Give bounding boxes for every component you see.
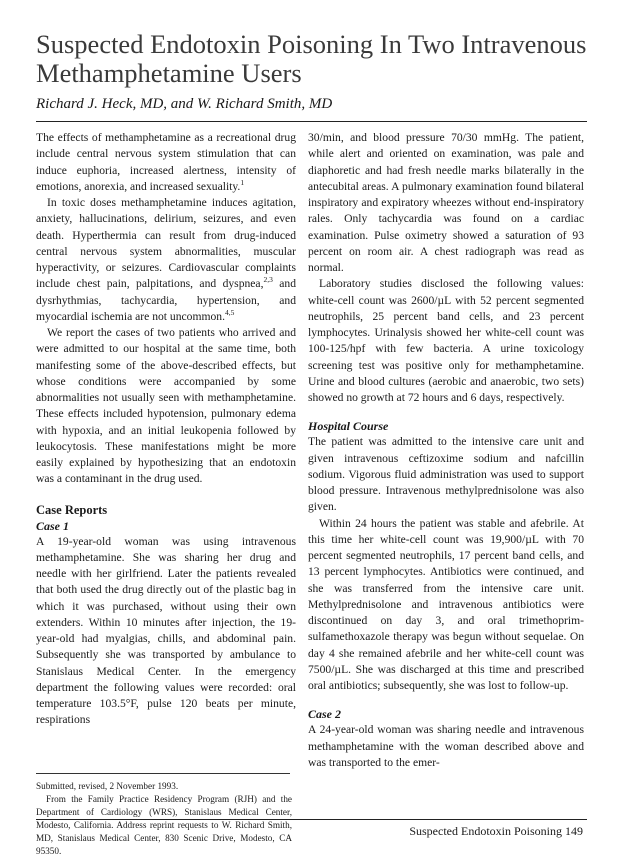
article-title: [36, 30, 596, 88]
hospital-course-paragraph-2: Within 24 hours the patient was stable and afebrile. At this time her white-cell count was 19,900/µL with 70 percent segmented neutrophils, 17 percent band cells, and 13 percent lymphocytes. Antibiotics were continued, and she was transferred from the intensive care unit. Methylprednisolone and intravenous antibiotics were discontinued on day 3, and oral trimethoprim-sulfamethoxazole therapy was begun without sequelae. On day 4 she remained afebrile and her white-cell count was 7500/µL. She was discharged at this time and prescribed oral antibiotics; subsequently, she was lost to follow-up.: [308, 516, 584, 692]
footnote-submitted: Submitted, revised, 2 November 1993.: [36, 781, 179, 791]
intro-paragraph-2-text: In toxic doses methamphetamine induces agitation, anxiety, hallucinations, delirium, seizures, and even death. Hyperthermia can result from drug-induced central nervous system abnormalities, muscular hyperactivity, or seizures. Cardiovascular complaints include chest pain, palpitations, and dyspnea,: [36, 196, 296, 291]
footnote-affiliation: From the Family Practice Residency Program (RJH) and the Department of Cardiology (WRS), Stanislaus Medical Center, Modesto, California. Address reprint requests to W. Richard Smith, MD, Stanislaus Medical Center, 830 Scenic Drive, Modesto, CA 95350.: [36, 794, 292, 856]
section-heading-case-reports: Case Reports: [36, 502, 108, 517]
intro-paragraph-2-text-cont: and dysrhythmias, tachycardia, hypertension, and myocardial ischemia are not uncommon.: [36, 277, 297, 323]
reference-superscript: 1: [240, 177, 245, 187]
hospital-course-heading: Hospital Course: [308, 419, 389, 434]
footnote-rule: [36, 773, 290, 774]
lab-studies-paragraph: Laboratory studies disclosed the following values: white-cell count was 2600/µL with 52 percent segmented neutrophils, 25 percent band cells, and 23 percent lymphocytes. Urinalysis showed her white-cell count was 100-125/hpf with few bacteria. A urine toxicology screening test was positive only for methamphetamine. Urine and blood cultures (aerobic and anaerobic, two sets) showed no growth at 72 hours and 6 days, respectively.: [308, 277, 584, 404]
title-line-1: Suspected Endotoxin Poisoning In Two Intravenous: [36, 29, 587, 59]
case-1-heading: Case 1: [36, 518, 69, 533]
case-1-paragraph: A 19-year-old woman was using intravenous methamphetamine. She was sharing her drug and needle with her girlfriend. Later the patients revealed that both used the drug directly out of the plastic bag in which it was purchased, without using their own extenders. Within 10 minutes after injection, the 19-year-old had myalgias, chills, and abdominal pain. Subsequently she was transported by ambulance to Stanislaus Medical Center. In the emergency department the following values were recorded: oral temperature 103.5°F, pulse 120 beats per minute, respirations: [36, 534, 296, 727]
hospital-course-paragraph-1: The patient was admitted to the intensive care unit and given intravenous ceftizoxime sodium and nafcillin sodium. Vigorous fluid administration was used to support blood pressure. Intravenous methylprednisolone was also given.: [308, 435, 584, 514]
case-2-heading: Case 2: [308, 707, 341, 722]
reference-superscript: 2,3: [263, 275, 273, 285]
footer-rule: [36, 819, 587, 820]
intro-paragraph-1-text: The effects of methamphetamine as a recreational drug include central nervous system stimulation that can induce euphoria, increased alertness, intensity of emotions, anorexia, and increased sexuality.: [36, 131, 296, 193]
intro-paragraph-1: [36, 130, 296, 195]
intro-paragraph-3: We report the cases of two patients who arrived and were admitted to our hospital at the same time, both manifesting some of the above-described effects, but whose conditions were accompanied by some abnormalities not usually seen with methamphetamine. These effects included hypotension, pulmonary edema with hypoxia, and an initial leukopenia followed by leukocytosis. These manifestations might be more easily explained by hypothesizing that an endotoxin was a contaminant in the drug used.: [36, 326, 296, 486]
right-column: [308, 130, 584, 771]
header-rule: [36, 121, 587, 122]
intro-paragraph-2: [36, 195, 296, 325]
case-1-continued-paragraph: 30/min, and blood pressure 70/30 mmHg. The patient, while alert and oriented on examination, was pale and diaphoretic and had fresh needle marks bilaterally in the antecubital areas. A pulmonary examination found bilateral inspiratory and expiratory wheezes without end-inspiratory rales. Only tachycardia was found on a cardiac examination. Pulse oximetry showed a saturation of 93 percent on room air. A chest radiograph was read as normal.: [308, 131, 584, 274]
case-2-paragraph: A 24-year-old woman was sharing needle and intravenous methamphetamine with the woman described above and was transported to the emer-: [308, 723, 584, 769]
author-byline: Richard J. Heck, MD, and W. Richard Smith, MD: [36, 96, 333, 112]
title-line-2: Methamphetamine Users: [36, 58, 302, 88]
reference-superscript: 4,5: [224, 307, 235, 317]
left-column: [36, 130, 296, 729]
running-footer: Suspected Endotoxin Poisoning 149: [409, 824, 583, 838]
